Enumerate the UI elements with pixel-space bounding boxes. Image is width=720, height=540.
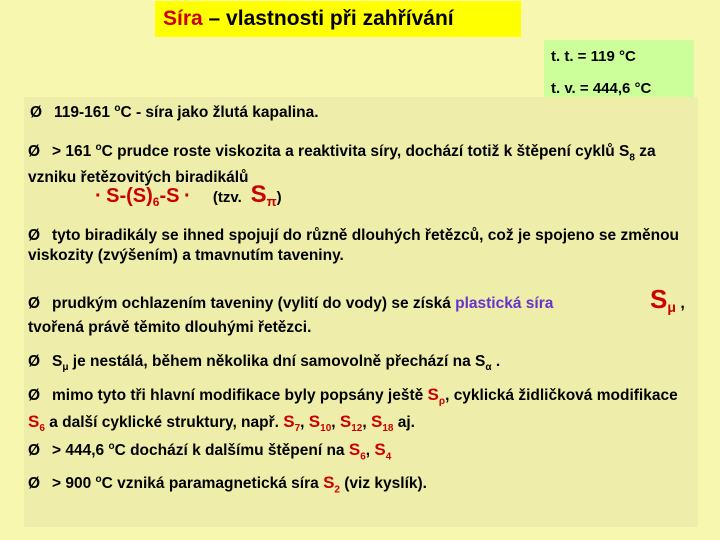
biradical-formula: · $S-(S)_6-S$ · (tzv. $S_\pi$) <box>95 181 282 210</box>
bullet-arrow-icon: Ø <box>28 387 41 404</box>
point-6: Ø mimo tyto tři hlavní modifikace byly popsány ještě $S_\rho$, cyklická židličková modifikace $S_6$ a další cyklické struktury, např. $S_7$, $S_{10}$, $S_{12}$, $S_{18}$ aj. <box>28 385 678 435</box>
point-5: Ø $S_\mu$ je nestálá, během několika dní samovolně přechází na $S_\alpha$ . <box>28 353 501 374</box>
melting-point: t. t. = 119 °C <box>551 48 636 65</box>
point-2: Ø > 161 $^o$C prudce roste viskozita a reaktivita síry, dochází totiž k štěpení cyklů $S_8$ za vzniku řetězovitých biradikálů <box>28 142 656 187</box>
point-8: Ø > 900 $^o$C vzniká paramagnetická síra $S_2$ (viz kyslík). <box>28 473 427 496</box>
title-sulfur: Síra <box>163 7 203 30</box>
slide-title <box>155 1 521 37</box>
point-1: Ø 119-161 $^o$C - síra jako žlutá kapalina. <box>30 103 319 122</box>
point-7: Ø > 444,6 $^o$C dochází k dalšímu štěpení na $S_6$, $S_4$ <box>28 440 392 463</box>
plastic-sulfur: plastická síra <box>455 295 554 312</box>
bullet-arrow-icon: Ø <box>28 227 41 244</box>
title-rest: – vlastnosti při zahřívání <box>202 7 454 30</box>
bullet-arrow-icon: Ø <box>30 104 43 122</box>
bullet-arrow-icon: Ø <box>28 353 41 370</box>
point-4: Ø prudkým ochlazením taveniny (vylití do vody) se získá plastická síra <box>28 295 554 312</box>
boiling-point: t. v. = 444,6 °C <box>551 80 652 97</box>
bullet-arrow-icon: Ø <box>28 143 41 161</box>
s-mu-symbol: $S_\mu$ , <box>650 284 685 316</box>
bullet-arrow-icon: Ø <box>28 442 41 460</box>
point-4-continued: tvořená právě těmito dlouhými řetězci. <box>28 319 312 336</box>
temperature-box <box>544 40 694 101</box>
bullet-arrow-icon: Ø <box>28 295 41 312</box>
point-3: Ø tyto biradikály se ihned spojují do různě dlouhých řetězců, což je spojeno se změnou viskozity (zvýšením) a tmavnutím taveniny. <box>28 227 680 264</box>
bullet-arrow-icon: Ø <box>28 475 41 493</box>
